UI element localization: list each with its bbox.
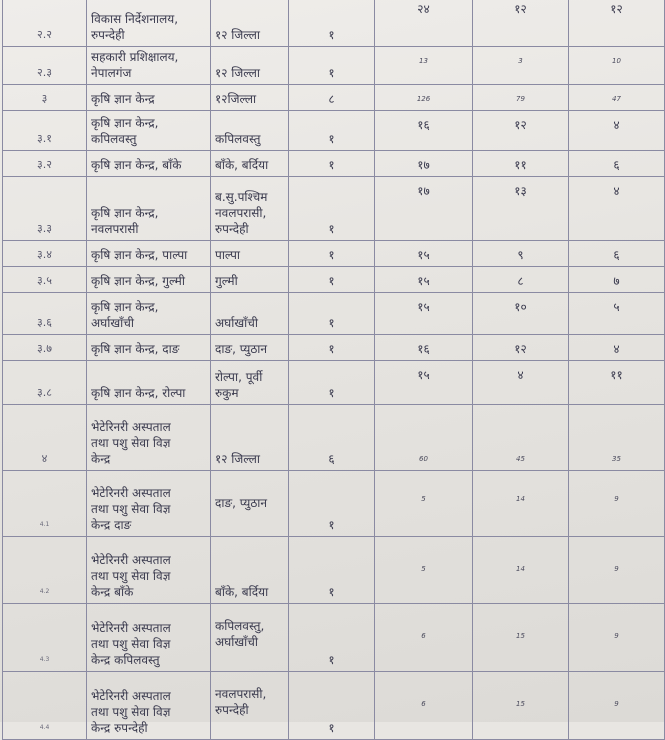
work-area: १२ जिल्ला xyxy=(211,405,289,471)
figure-c: 10 xyxy=(569,47,665,85)
figure-a: २४ xyxy=(375,0,473,47)
serial-number: ३.४ xyxy=(3,241,87,267)
figure-a: १५ xyxy=(375,293,473,335)
office-count: १ xyxy=(289,111,375,151)
figure-b: 14 xyxy=(473,471,569,537)
office-name: कृषि ज्ञान केन्द्र, नवलपरासी xyxy=(87,177,211,241)
office-count: १ xyxy=(289,151,375,177)
office-count: १ xyxy=(289,361,375,405)
serial-number: २.२ xyxy=(3,0,87,47)
figure-a: १५ xyxy=(375,267,473,293)
office-name: कृषि ज्ञान केन्द्र, अर्घाखाँची xyxy=(87,293,211,335)
office-name: विकास निर्देशनालय, रुपन्देही xyxy=(87,0,211,47)
figure-c: 9 xyxy=(569,471,665,537)
work-area: बाँके, बर्दिया xyxy=(211,151,289,177)
office-count: १ xyxy=(289,293,375,335)
work-area: दाङ, प्युठान xyxy=(211,471,289,537)
office-name: कृषि ज्ञान केन्द्र xyxy=(87,85,211,111)
figure-b: १० xyxy=(473,293,569,335)
figure-b: ९ xyxy=(473,241,569,267)
figure-a: १७ xyxy=(375,177,473,241)
serial-number: ३.६ xyxy=(3,293,87,335)
figure-c: 9 xyxy=(569,604,665,672)
serial-number: ३.७ xyxy=(3,335,87,361)
figure-a: 60 xyxy=(375,405,473,471)
work-area: पाल्पा xyxy=(211,241,289,267)
office-count: ६ xyxy=(289,405,375,471)
serial-number: ३.१ xyxy=(3,111,87,151)
office-count: १ xyxy=(289,0,375,47)
figure-a: १६ xyxy=(375,111,473,151)
work-area: १२जिल्ला xyxy=(211,85,289,111)
table-row xyxy=(3,0,665,47)
figure-a: 13 xyxy=(375,47,473,85)
office-count: १ xyxy=(289,335,375,361)
office-name: भेटेरिनरी अस्पताल तथा पशु सेवा विज्ञ केन्द्र रुपन्देही xyxy=(87,672,211,740)
table-row xyxy=(3,537,665,604)
office-name: भेटेरिनरी अस्पताल तथा पशु सेवा विज्ञ केन्द्र कपिलवस्तु xyxy=(87,604,211,672)
office-name: कृषि ज्ञान केन्द्र, पाल्पा xyxy=(87,241,211,267)
figure-a: १६ xyxy=(375,335,473,361)
work-area: बाँके, बर्दिया xyxy=(211,537,289,604)
work-area: कपिलवस्तु, अर्घाखाँची xyxy=(211,604,289,672)
office-count: ८ xyxy=(289,85,375,111)
office-count: १ xyxy=(289,537,375,604)
figure-c: ४ xyxy=(569,111,665,151)
office-name: भेटेरिनरी अस्पताल तथा पशु सेवा विज्ञ केन्द्र दाङ xyxy=(87,471,211,537)
work-area: ब.सु.पश्चिम नवलपरासी, रुपन्देही xyxy=(211,177,289,241)
office-count: १ xyxy=(289,672,375,740)
figure-a: १५ xyxy=(375,241,473,267)
figure-c: ४ xyxy=(569,335,665,361)
office-name: भेटेरिनरी अस्पताल तथा पशु सेवा विज्ञ केन्द्र बाँके xyxy=(87,537,211,604)
office-count: १ xyxy=(289,471,375,537)
figure-b: 45 xyxy=(473,405,569,471)
table-row xyxy=(3,293,665,335)
figure-c: 47 xyxy=(569,85,665,111)
figure-c: 9 xyxy=(569,537,665,604)
office-count: १ xyxy=(289,177,375,241)
data-table xyxy=(2,0,665,740)
table-row xyxy=(3,111,665,151)
table-row xyxy=(3,267,665,293)
figure-b: 14 xyxy=(473,537,569,604)
figure-a: 126 xyxy=(375,85,473,111)
table-row xyxy=(3,151,665,177)
serial-number: ३.२ xyxy=(3,151,87,177)
figure-c: १२ xyxy=(569,0,665,47)
serial-number: ३.८ xyxy=(3,361,87,405)
figure-c: 35 xyxy=(569,405,665,471)
figure-c: ४ xyxy=(569,177,665,241)
table-row xyxy=(3,405,665,471)
figure-c: ११ xyxy=(569,361,665,405)
office-count: १ xyxy=(289,47,375,85)
office-name: कृषि ज्ञान केन्द्र, कपिलवस्तु xyxy=(87,111,211,151)
figure-b: 79 xyxy=(473,85,569,111)
serial-number: ३.५ xyxy=(3,267,87,293)
figure-b: ८ xyxy=(473,267,569,293)
figure-a: 5 xyxy=(375,537,473,604)
serial-number: ३.३ xyxy=(3,177,87,241)
table-row xyxy=(3,604,665,672)
figure-b: 15 xyxy=(473,604,569,672)
table-row xyxy=(3,241,665,267)
work-area: १२ जिल्ला xyxy=(211,47,289,85)
figure-b: 3 xyxy=(473,47,569,85)
figure-b: ४ xyxy=(473,361,569,405)
figure-b: १३ xyxy=(473,177,569,241)
table-row xyxy=(3,471,665,537)
work-area: अर्घाखाँची xyxy=(211,293,289,335)
work-area: १२ जिल्ला xyxy=(211,0,289,47)
table-row xyxy=(3,47,665,85)
figure-b: ११ xyxy=(473,151,569,177)
work-area: रोल्पा, पूर्वी रुकुम xyxy=(211,361,289,405)
work-area: गुल्मी xyxy=(211,267,289,293)
office-count: १ xyxy=(289,604,375,672)
figure-b: १२ xyxy=(473,335,569,361)
work-area: कपिलवस्तु xyxy=(211,111,289,151)
figure-a: १७ xyxy=(375,151,473,177)
table-row xyxy=(3,177,665,241)
table-row xyxy=(3,85,665,111)
figure-b: १२ xyxy=(473,111,569,151)
table-row xyxy=(3,361,665,405)
figure-c: 9 xyxy=(569,672,665,740)
office-name: कृषि ज्ञान केन्द्र, गुल्मी xyxy=(87,267,211,293)
serial-number: २.३ xyxy=(3,47,87,85)
office-count: १ xyxy=(289,241,375,267)
figure-a: 5 xyxy=(375,471,473,537)
office-name: कृषि ज्ञान केन्द्र, दाङ xyxy=(87,335,211,361)
figure-c: ७ xyxy=(569,267,665,293)
work-area: दाङ, प्युठान xyxy=(211,335,289,361)
figure-a: 6 xyxy=(375,604,473,672)
figure-a: 6 xyxy=(375,672,473,740)
office-name: भेटेरिनरी अस्पताल तथा पशु सेवा विज्ञ केन्द्र xyxy=(87,405,211,471)
serial-number: ४ xyxy=(3,405,87,471)
serial-number: 4.3 xyxy=(3,604,87,672)
figure-b: १२ xyxy=(473,0,569,47)
office-name: कृषि ज्ञान केन्द्र, रोल्पा xyxy=(87,361,211,405)
figure-c: ५ xyxy=(569,293,665,335)
office-count: १ xyxy=(289,267,375,293)
figure-c: ६ xyxy=(569,151,665,177)
figure-b: 15 xyxy=(473,672,569,740)
figure-a: १५ xyxy=(375,361,473,405)
serial-number: 4.2 xyxy=(3,537,87,604)
office-name: सहकारी प्रशिक्षालय, नेपालगंज xyxy=(87,47,211,85)
table-row xyxy=(3,335,665,361)
office-name: कृषि ज्ञान केन्द्र, बाँके xyxy=(87,151,211,177)
figure-c: ६ xyxy=(569,241,665,267)
serial-number: 4.1 xyxy=(3,471,87,537)
serial-number: ३ xyxy=(3,85,87,111)
serial-number: 4.4 xyxy=(3,672,87,740)
table-row xyxy=(3,672,665,740)
work-area: नवलपरासी, रुपन्देही xyxy=(211,672,289,740)
